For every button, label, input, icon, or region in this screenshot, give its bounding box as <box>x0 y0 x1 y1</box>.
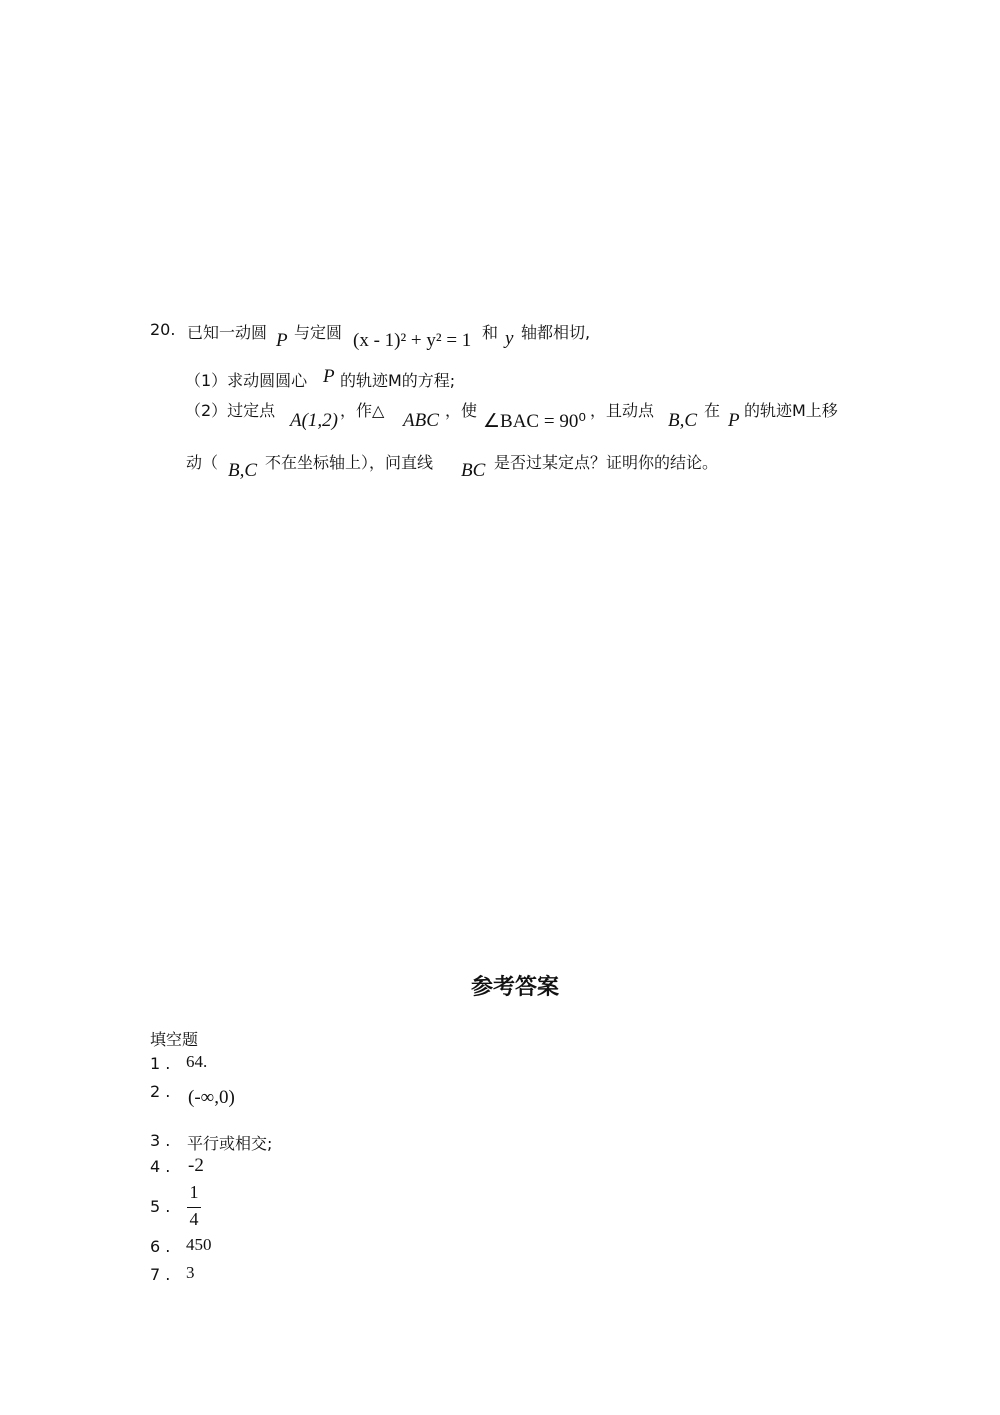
triangle-abc: ABC <box>403 410 439 431</box>
answer-value: -2 <box>188 1155 204 1176</box>
answer-num: 5 . <box>150 1197 171 1216</box>
part1-var-p: P <box>323 366 335 387</box>
part1-text-a: （1）求动圆圆心 <box>185 371 308 390</box>
part2-text-a: （2）过定点 <box>185 401 276 420</box>
answers-title: 参考答案 <box>471 975 560 1000</box>
answer-value: 平行或相交; <box>187 1134 273 1153</box>
fraction-bar <box>187 1207 201 1208</box>
part2-text-d: ，且动点 <box>590 401 655 420</box>
line3-text-c: 是否过某定点？证明你的结论。 <box>494 453 719 472</box>
problem-intro-d: 轴都相切, <box>521 323 591 342</box>
answer-num: 2 . <box>150 1082 171 1101</box>
answer-num: 7 . <box>150 1265 171 1284</box>
var-y: y <box>505 328 514 349</box>
answers-section: 填空题 <box>150 1030 199 1049</box>
point-a: A(1,2) <box>290 410 339 431</box>
fraction-numerator: 1 <box>189 1182 199 1202</box>
answer-num: 1 . <box>150 1054 171 1073</box>
answer-num: 6 . <box>150 1237 171 1256</box>
var-p: P <box>276 330 288 351</box>
part2-text-c: ，使 <box>445 401 478 420</box>
answer-value: 3 <box>186 1263 195 1282</box>
part2-var-p: P <box>728 410 740 431</box>
line3-text-b: 不在坐标轴上），问直线 <box>265 453 434 472</box>
problem-intro-c: 和 <box>482 323 499 342</box>
problem-number: 20. <box>150 320 176 339</box>
points-bc: B,C <box>668 410 698 431</box>
part2-text-e: 在 <box>704 401 721 420</box>
answer-value: 450 <box>186 1235 212 1254</box>
circle-equation: (x - 1)² + y² = 1 <box>353 330 472 351</box>
line3-points-bc: B,C <box>228 460 258 481</box>
problem-intro-a: 已知一动圆 <box>187 323 268 342</box>
answer-value: (-∞,0) <box>188 1087 235 1108</box>
fraction-denominator: 4 <box>189 1209 199 1229</box>
line3-text-a: 动（ <box>186 453 219 472</box>
line-bc: BC <box>461 460 486 481</box>
part2-text-b: ，作△ <box>340 401 385 420</box>
problem-intro-b: 与定圆 <box>294 323 343 342</box>
answer-num: 3 . <box>150 1131 171 1150</box>
answer-value: 64. <box>186 1052 208 1071</box>
answer-num: 4 . <box>150 1157 171 1176</box>
angle-bac: ∠BAC = 90⁰ <box>483 411 586 432</box>
part2-text-f: 的轨迹M上移 <box>744 401 838 420</box>
part1-text-b: 的轨迹M的方程; <box>340 371 456 390</box>
